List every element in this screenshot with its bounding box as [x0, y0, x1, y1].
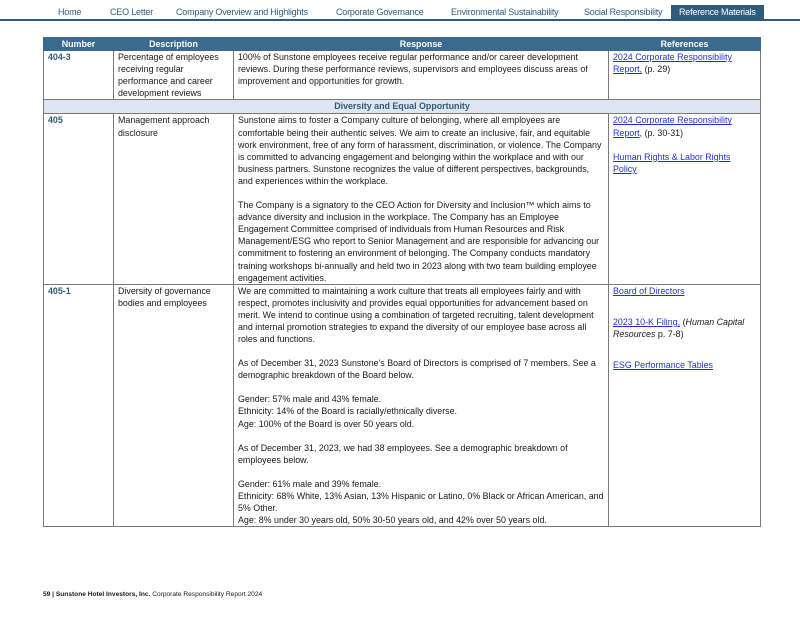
ref-item [613, 151, 756, 175]
ref-item [613, 114, 756, 138]
ref-section-name: Human Capital Resources [613, 316, 745, 339]
response-paragraph: As of December 31, 2023, we had 38 employees. See a demographic breakdown of employees below. [238, 442, 568, 465]
ref-link-human-rights-policy[interactable]: Human Rights & Labor Rights Policy [613, 151, 731, 174]
ref-link-board-of-directors[interactable]: Board of Directors [613, 285, 685, 296]
board-ethnicity: Ethnicity: 14% of the Board is racially/ethnically diverse. [238, 406, 458, 417]
row-references [609, 114, 761, 284]
footer-report-title: Corporate Responsibility Report 2024 [150, 591, 263, 598]
header-description: Description [114, 38, 234, 51]
page-footer [43, 591, 262, 598]
employee-ethnicity: Ethnicity: 68% White, 13% Asian, 13% Hispanic or Latino, 0% Black or African American, and 5% Other. [238, 490, 604, 513]
ref-item [613, 359, 756, 371]
footer-separator: | [50, 591, 56, 598]
gri-index-table [43, 37, 761, 527]
row-number: 405-1 [44, 284, 114, 527]
row-description: Management approach disclosure [114, 114, 234, 284]
employee-gender: Gender: 61% male and 39% female. [238, 478, 382, 489]
nav-home[interactable]: Home [58, 7, 82, 17]
ref-paren-open: ( [680, 316, 686, 327]
ref-link-esg-tables[interactable]: ESG Performance Tables [613, 359, 713, 370]
ref-link-10k-filing[interactable]: 2023 10-K Filing, [613, 316, 681, 327]
nav-ceo-letter[interactable]: CEO Letter [110, 7, 154, 17]
ref-page-note: (p. 30-31) [642, 127, 684, 138]
ref-link-cr-report[interactable]: 2024 Corporate Responsibility Report, [613, 52, 732, 75]
table-row-405 [44, 114, 761, 284]
board-gender: Gender: 57% male and 43% female. [238, 394, 382, 405]
ref-item [613, 316, 756, 340]
nav-environmental-sustainability[interactable]: Environmental Sustainability [451, 7, 559, 17]
table-header-row [44, 38, 761, 51]
board-age: Age: 100% of the Board is over 50 years old. [238, 418, 415, 429]
nav-company-overview[interactable]: Company Overview and Highlights [176, 7, 308, 17]
response-paragraph: As of December 31, 2023 Sunstone's Board of Directors is comprised of 7 members. See a demographic breakdown of the Board below. [238, 358, 596, 381]
footer-company: Sunstone Hotel Investors, Inc. [55, 591, 151, 598]
row-references [609, 51, 761, 100]
row-response [234, 284, 609, 527]
section-row [44, 100, 761, 114]
table-row-404-3 [44, 51, 761, 100]
header-number: Number [44, 38, 114, 51]
row-response [234, 114, 609, 284]
table-row-405-1 [44, 284, 761, 527]
page-number: 59 [43, 591, 51, 598]
nav-corporate-governance[interactable]: Corporate Governance [336, 7, 424, 17]
row-references [609, 284, 761, 527]
employee-age: Age: 8% under 30 years old, 50% 30-50 years old, and 42% over 50 years old. [238, 515, 547, 526]
row-description: Percentage of employees receiving regular performance and career development reviews [114, 51, 234, 100]
row-number: 404-3 [44, 51, 114, 100]
row-description: Diversity of governance bodies and employees [114, 284, 234, 527]
top-navigation [0, 5, 800, 21]
row-number: 405 [44, 114, 114, 284]
ref-page-note: p. 7-8) [655, 328, 684, 339]
ref-item [613, 285, 756, 297]
section-title: Diversity and Equal Opportunity [44, 100, 761, 114]
nav-reference-materials[interactable]: Reference Materials [671, 5, 764, 19]
response-paragraph: The Company is a signatory to the CEO Action for Diversity and Inclusion™ which aims to advance diversity and inclusion in the workplace. The Company has an Employee Engagement Committee comprised of individuals from Human Resources and Risk Management/ESG who report to Senior Management and are responsible for advancing our commitment to fostering an environment of belonging. The Company conducts mandatory training workshops bi-annually and held two in 2023 along with two team building employee engagement activities. [238, 200, 600, 283]
response-paragraph: Sunstone aims to foster a Company culture of belonging, where all employees are comfortable being their authentic selves. We aim to create an inclusive, fair, and equitable work environment, free of any form of harassment, discrimination, or violence. The Company is committed to advancing engagement and belonging within the workplace and with our business partners. Sunstone recognizes the value of different perspectives, backgrounds, and experiences within the workplace. [238, 115, 602, 186]
header-response: Response [234, 38, 609, 51]
ref-link-cr-report[interactable]: 2024 Corporate Responsibility Report, [613, 115, 732, 138]
header-references: References [609, 38, 761, 51]
response-paragraph: We are committed to maintaining a work culture that treats all employees fairly and with respect, promotes inclusivity and provides equal opportunities for advancement based on merit. We intend to continue using a combination of targeted recruiting, talent development and internal promotion strategies to expand the diversity of our employee base across all roles and functions. [238, 285, 594, 345]
row-response: 100% of Sunstone employees receive regular performance and/or career development reviews. During these performance reviews, supervisors and employees discuss areas of improvement and opportunities for growth. [234, 51, 609, 100]
nav-social-responsibility[interactable]: Social Responsibility [584, 7, 663, 17]
ref-page-note: (p. 29) [642, 64, 671, 75]
